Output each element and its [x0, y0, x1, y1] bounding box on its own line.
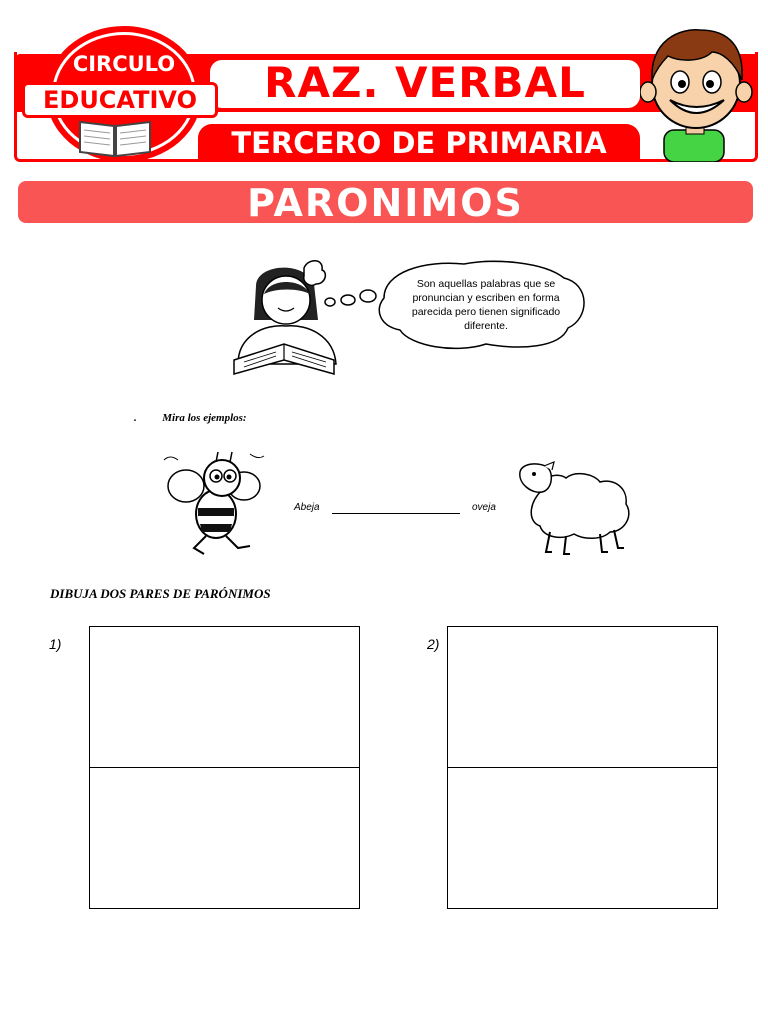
answer-line[interactable] [332, 513, 460, 514]
definition-line: Son aquellas palabras que se [416, 278, 556, 290]
definition-line: pronuncian y escriben en forma [412, 292, 560, 304]
exercise-instruction: DIBUJA DOS PARES DE PARÓNIMOS [50, 586, 271, 601]
exercise-label-1: 1) [49, 636, 62, 652]
box-divider [90, 767, 359, 768]
logo-text-top: CIRCULO [72, 52, 176, 76]
definition-text [398, 277, 574, 333]
book-icon [76, 118, 154, 158]
logo-text-main: EDUCATIVO [22, 82, 218, 118]
definition-line: parecida pero tienen significado [411, 306, 561, 318]
drawing-box-1[interactable] [89, 626, 360, 909]
example-word-1: Abeja [294, 502, 320, 513]
drawing-box-2[interactable] [447, 626, 718, 909]
page-subtitle: TERCERO DE PRIMARIA [231, 126, 607, 160]
bee-illustration [160, 450, 266, 560]
examples-heading-text: Mira los ejemplos: [162, 412, 247, 424]
topic-title: PARONIMOS [247, 181, 524, 225]
boy-illustration [640, 22, 756, 162]
page-title: RAZ. VERBAL [264, 58, 586, 107]
examples-heading [134, 412, 247, 424]
sheep-illustration [514, 460, 634, 560]
definition-line: diferente. [464, 320, 508, 332]
bullet: . [134, 412, 137, 424]
exercise-label-2: 2) [427, 636, 440, 652]
example-word-2: oveja [472, 502, 496, 513]
box-divider [448, 767, 717, 768]
